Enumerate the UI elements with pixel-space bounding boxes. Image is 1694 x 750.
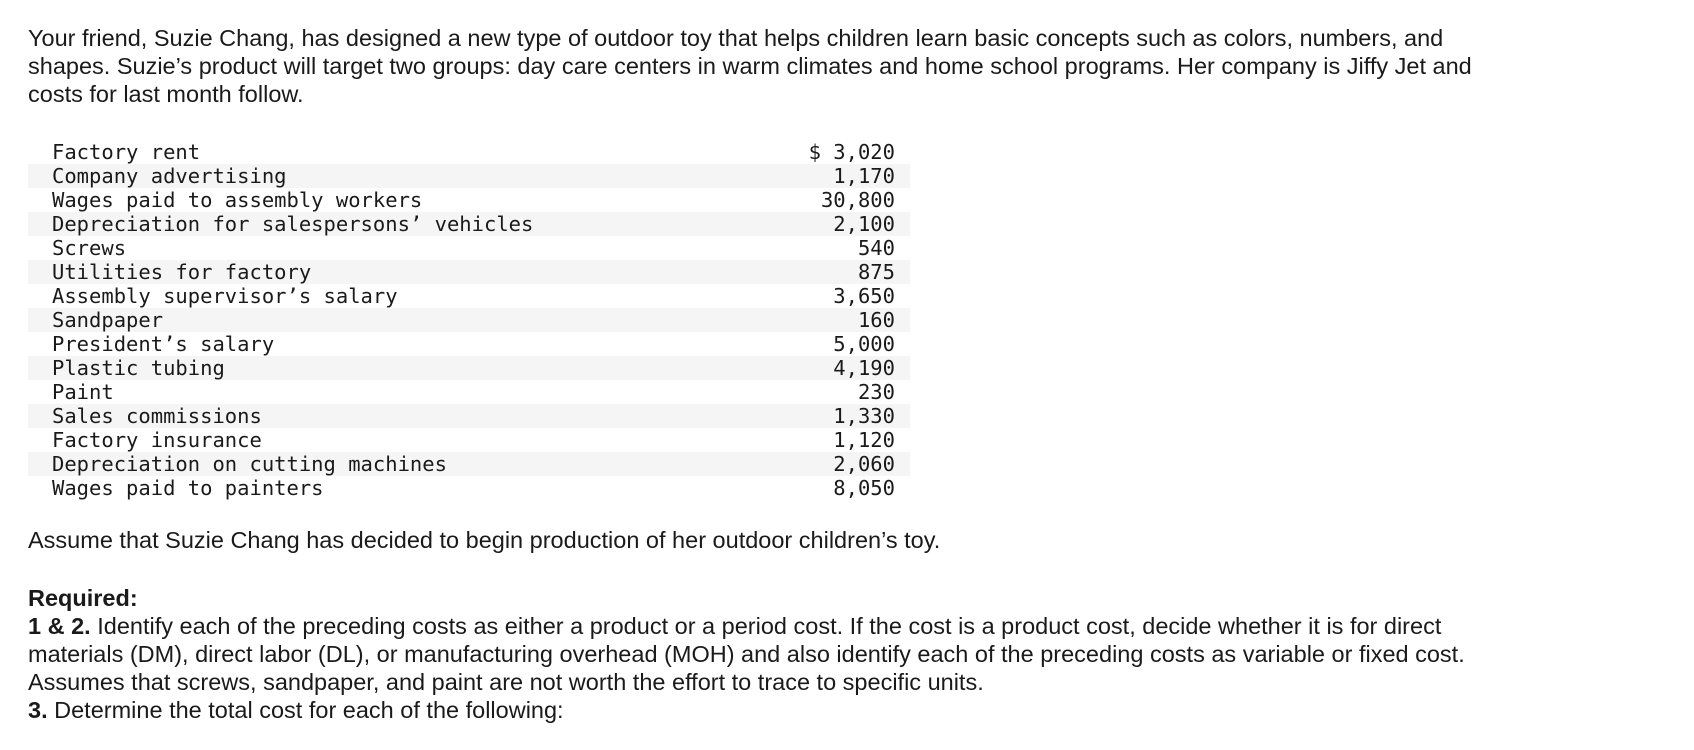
cost-label: President’s salary bbox=[52, 332, 275, 356]
cost-amount: 1,330 bbox=[792, 404, 910, 428]
cost-table bbox=[28, 140, 910, 500]
table-row bbox=[28, 236, 910, 260]
table-row bbox=[28, 140, 910, 164]
assumption-paragraph: Assume that Suzie Chang has decided to begin production of her outdoor children’s toy. bbox=[28, 527, 941, 553]
table-row bbox=[28, 164, 910, 188]
cost-label: Company advertising bbox=[28, 164, 792, 188]
cost-label: Utilities for factory bbox=[28, 260, 792, 284]
item-text: Identify each of the preceding costs as either a product or a period cost. If the cost is a product cost, decide whether it is for direct materials (DM), direct labor (DL), or manufacturing overhead (MOH) and also identify each of the preceding costs as variable or fixed cost. Assumes that screws, sandpaper, and paint are not worth the effort to trace to specific units. bbox=[28, 613, 1465, 695]
cost-amount: 2,060 bbox=[792, 452, 910, 476]
table-row bbox=[28, 356, 910, 380]
cost-label: Assembly supervisor’s salary bbox=[52, 284, 398, 308]
item-number: 3. bbox=[28, 697, 48, 723]
cost-amount: 4,190 bbox=[792, 356, 910, 380]
cost-label: Sales commissions bbox=[28, 404, 792, 428]
item-text: Determine the total cost for each of the following: bbox=[47, 697, 564, 723]
cost-amount: 1,170 bbox=[792, 164, 910, 188]
cost-label: Screws bbox=[52, 236, 127, 260]
cost-amount: 875 bbox=[792, 260, 910, 284]
table-row bbox=[28, 404, 910, 428]
item-number: 1 & 2. bbox=[28, 613, 91, 639]
table-row bbox=[28, 212, 910, 236]
cost-label: Paint bbox=[52, 380, 114, 404]
cost-amount: 230 bbox=[857, 380, 895, 404]
required-section bbox=[28, 584, 1528, 724]
cost-label: Wages paid to painters bbox=[52, 476, 324, 500]
cost-label: Depreciation on cutting machines bbox=[28, 452, 792, 476]
table-row bbox=[28, 284, 910, 308]
cost-label: Wages paid to assembly workers bbox=[52, 188, 423, 212]
required-item-3 bbox=[28, 696, 1528, 724]
table-row bbox=[28, 476, 910, 500]
cost-label: Factory rent bbox=[52, 140, 201, 164]
table-row bbox=[28, 332, 910, 356]
table-row bbox=[28, 428, 910, 452]
cost-amount: 1,120 bbox=[833, 428, 895, 452]
cost-label: Sandpaper bbox=[28, 308, 792, 332]
table-row bbox=[28, 308, 910, 332]
cost-label: Plastic tubing bbox=[28, 356, 792, 380]
table-row bbox=[28, 260, 910, 284]
table-row bbox=[28, 452, 910, 476]
table-row bbox=[28, 380, 910, 404]
table-row bbox=[28, 188, 910, 212]
cost-label: Factory insurance bbox=[52, 428, 262, 452]
cost-amount: 8,050 bbox=[833, 476, 895, 500]
cost-amount: 30,800 bbox=[820, 188, 895, 212]
cost-amount: 5,000 bbox=[833, 332, 895, 356]
cost-amount: 3,650 bbox=[833, 284, 895, 308]
intro-paragraph: Your friend, Suzie Chang, has designed a new type of outdoor toy that helps children learn basic concepts such as colors, numbers, and shapes. Suzie’s product will target two groups: day care centers in warm climates and home school programs. Her company is Jiffy Jet and costs for last month follow. bbox=[28, 25, 1472, 107]
required-item-1-2 bbox=[28, 612, 1528, 696]
cost-amount: $ 3,020 bbox=[808, 140, 895, 164]
cost-amount: 160 bbox=[792, 308, 910, 332]
cost-amount: 2,100 bbox=[792, 212, 910, 236]
required-heading: Required: bbox=[28, 585, 138, 611]
problem-content bbox=[28, 24, 1528, 724]
cost-label: Depreciation for salespersons’ vehicles bbox=[28, 212, 792, 236]
cost-amount: 540 bbox=[857, 236, 895, 260]
